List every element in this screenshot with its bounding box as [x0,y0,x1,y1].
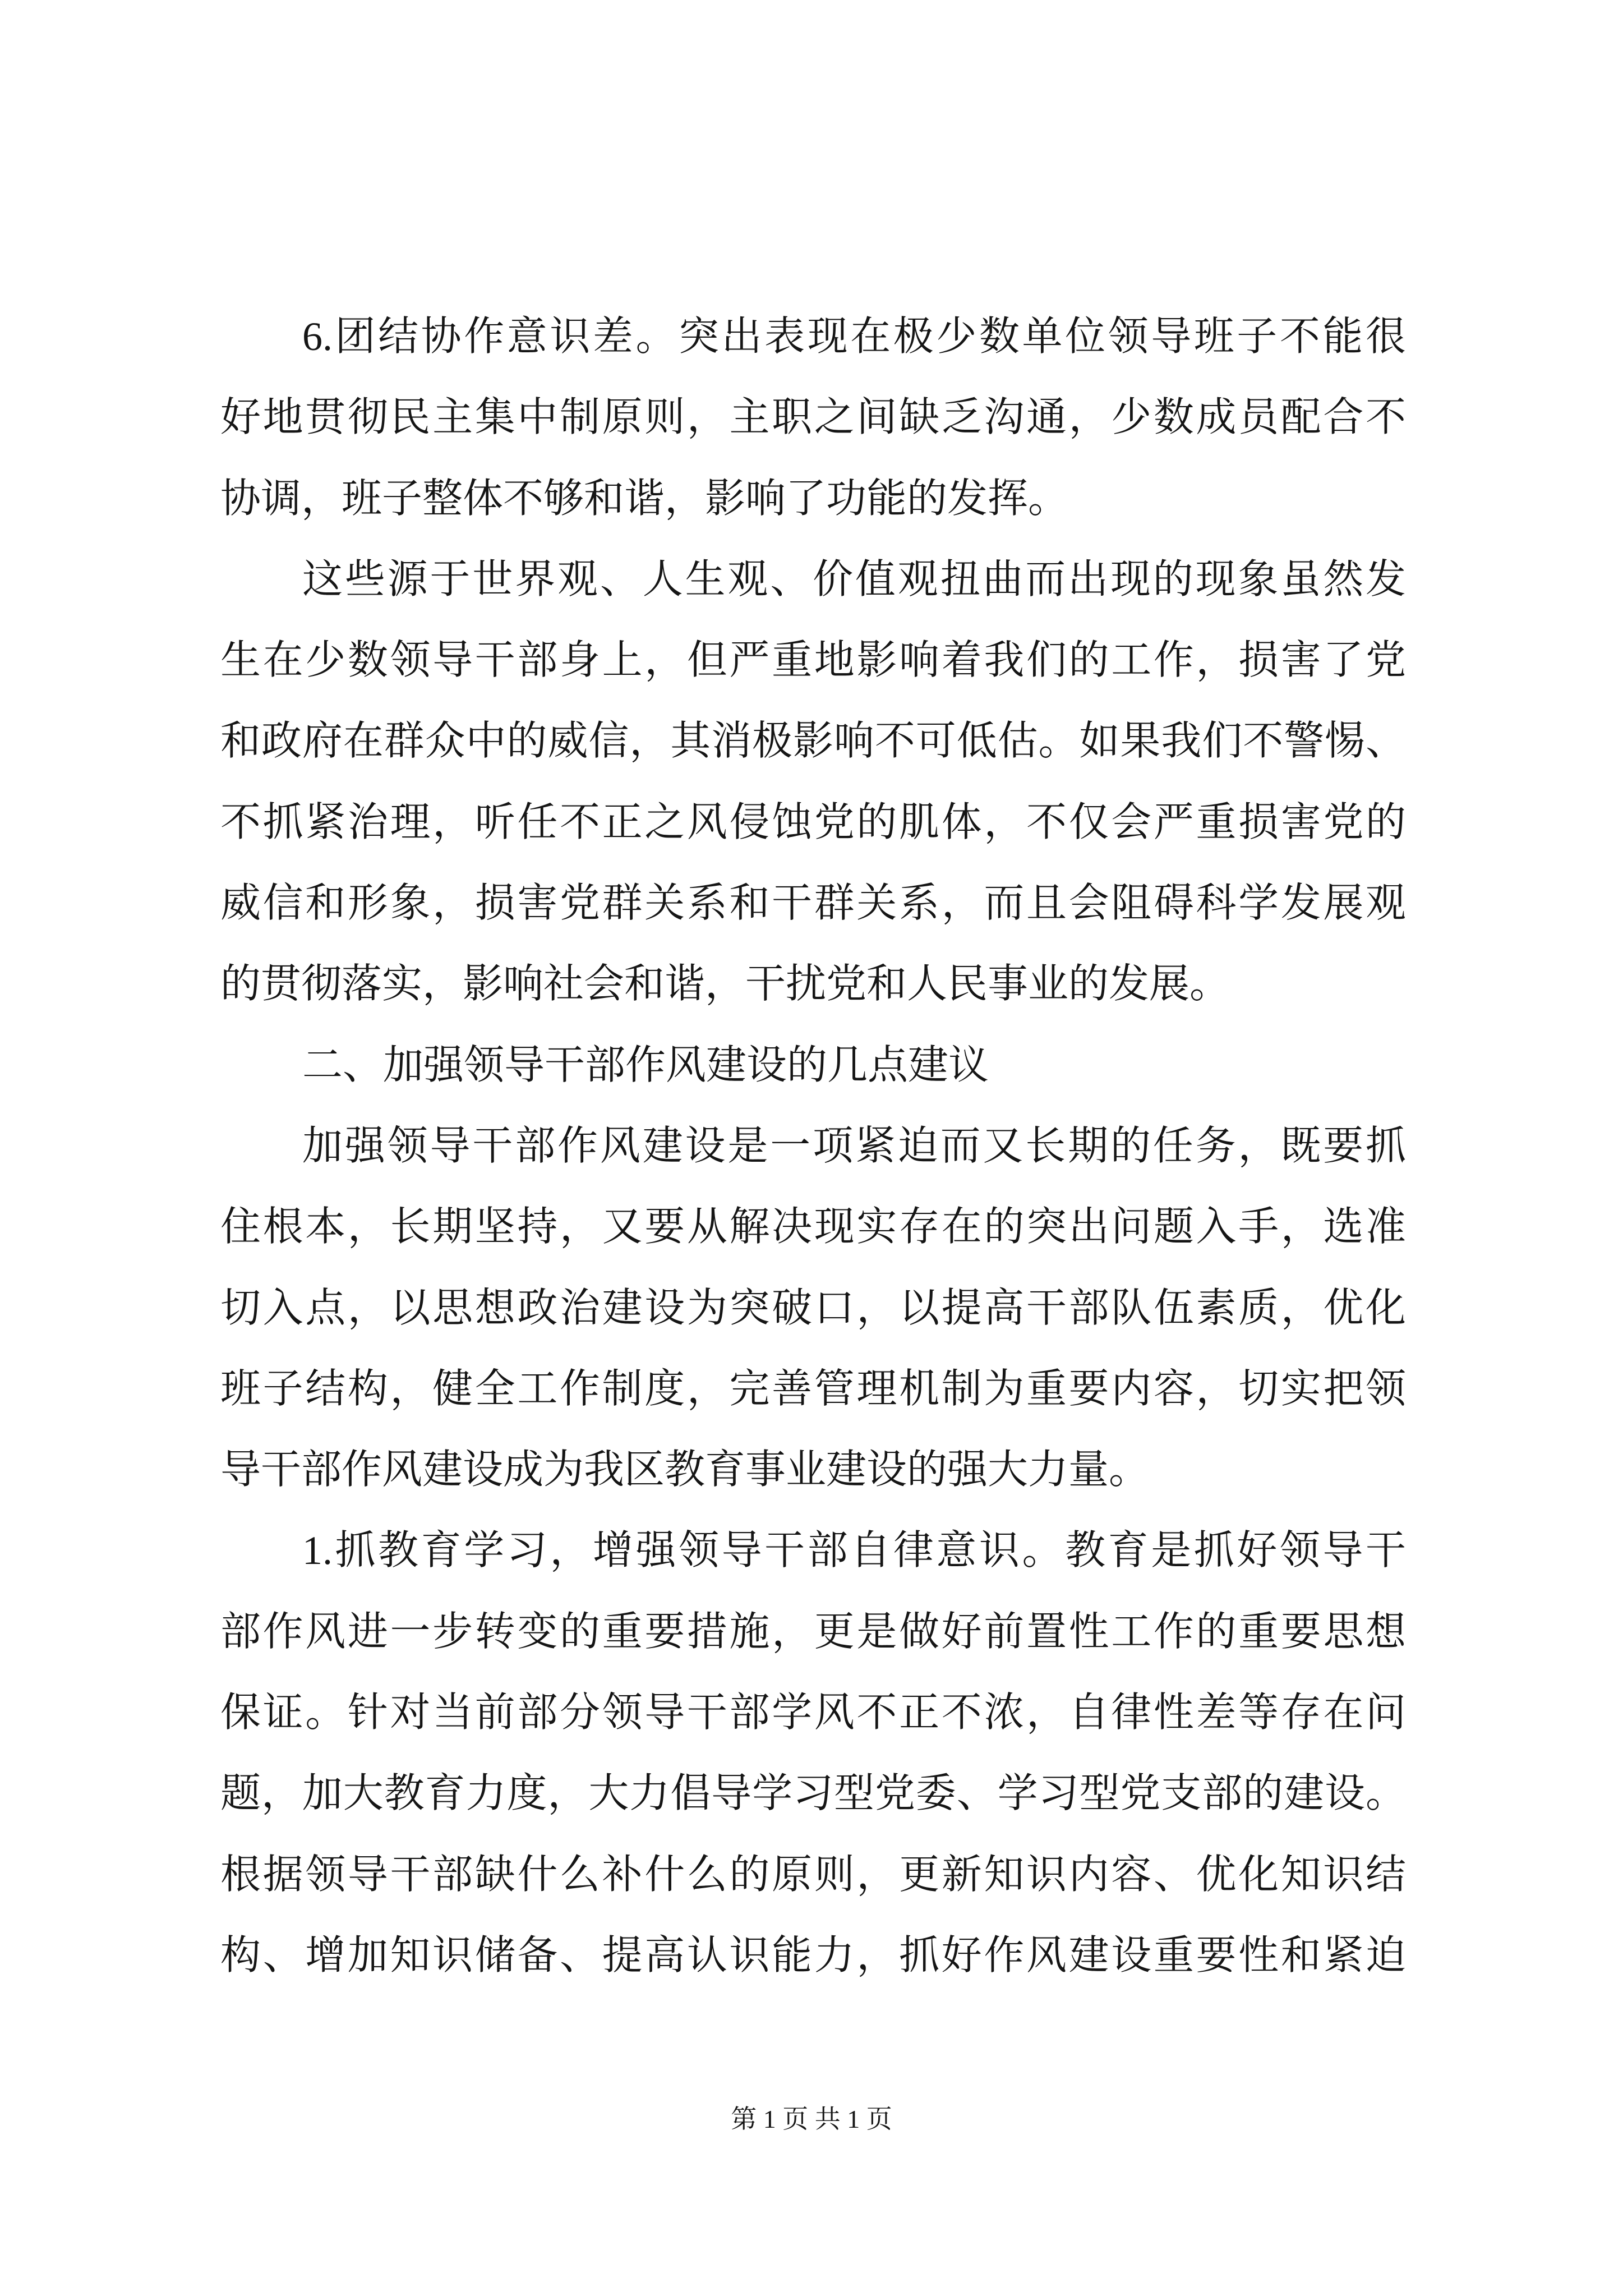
text-line: 部作风进一步转变的重要措施，更是做好前置性工作的重要思想 [220,1609,1406,1654]
text-line: 导干部作风建设成为我区教育事业建设的强大力量。 [220,1447,1150,1493]
text-line: 生在少数领导干部身上，但严重地影响着我们的工作，损害了党 [220,638,1406,683]
text-line: 1.抓教育学习，增强领导干部自律意识。教育是抓好领导干 [302,1528,1406,1573]
text-line: 不抓紧治理，听任不正之风侵蚀党的肌体，不仅会严重损害党的 [220,799,1406,845]
text-line: 加强领导干部作风建设是一项紧迫而又长期的任务，既要抓 [302,1123,1406,1168]
text-line: 6.团结协作意识差。突出表现在极少数单位领导班子不能很 [302,314,1406,359]
text-line: 班子结构，健全工作制度，完善管理机制为重要内容，切实把领 [220,1366,1406,1411]
text-line: 构、增加知识储备、提高认识能力，抓好作风建设重要性和紧迫 [220,1932,1406,1978]
text-line: 好地贯彻民主集中制原则，主职之间缺乏沟通，少数成员配合不 [220,395,1406,440]
text-line: 和政府在群众中的威信，其消极影响不可低估。如果我们不警惕、 [220,719,1406,764]
page-footer [0,2101,1623,2137]
text-line: 题，加大教育力度，大力倡导学习型党委、学习型党支部的建设。 [220,1771,1406,1816]
section-heading-text: 二、加强领导干部作风建设的几点建议 [302,1042,989,1088]
text-line: 保证。针对当前部分领导干部学风不正不浓，自律性差等存在问 [220,1690,1406,1736]
paragraph-point-6 [220,296,1406,539]
text-line: 威信和形象，损害党群关系和干群关系，而且会阻碍科学发展观 [220,881,1406,926]
text-line: 根据领导干部缺什么补什么的原则，更新知识内容、优化知识结 [220,1852,1406,1897]
page-number: 第 1 页 共 1 页 [731,2105,892,2133]
text-line: 这些源于世界观、人生观、价值观扭曲而出现的现象虽然发 [302,556,1406,602]
paragraph-point-1 [220,1510,1406,1996]
paragraph-summary [220,539,1406,1025]
text-line: 协调，班子整体不够和谐，影响了功能的发挥。 [220,476,1069,521]
section-heading [220,1025,1406,1106]
document-body [220,296,1406,1996]
text-line: 切入点，以思想政治建设为突破口，以提高干部队伍素质，优化 [220,1285,1406,1331]
text-line: 的贯彻落实，影响社会和谐，干扰党和人民事业的发展。 [220,961,1230,1007]
text-line: 住根本，长期坚持，又要从解决现实存在的突出问题入手，选准 [220,1204,1406,1250]
paragraph-intro [220,1106,1406,1510]
